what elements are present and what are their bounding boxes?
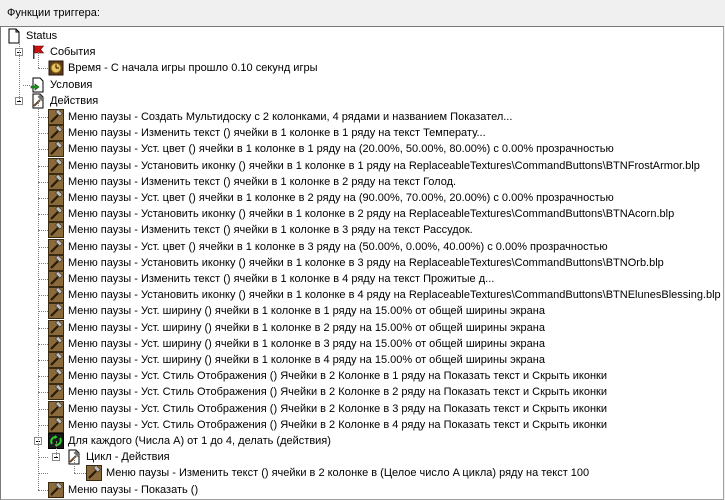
tree-node-action-show[interactable] <box>1 482 721 498</box>
tree-node-loop-label: Для каждого (Числа A) от 1 до 4, делать (действия) <box>68 435 331 447</box>
tree-node-action[interactable] <box>1 174 721 190</box>
hammer-icon <box>48 141 64 157</box>
tree-node-action[interactable] <box>1 255 721 271</box>
tree-node-action[interactable] <box>1 190 721 206</box>
tree-node-action[interactable] <box>1 239 721 255</box>
tree-node-action-label: Меню паузы - Уст. ширину () ячейки в 1 колонке в 1 ряду на 15.00% от общей ширины экрана <box>68 305 545 317</box>
tree-line <box>38 247 48 248</box>
tree-line <box>38 360 48 361</box>
tree-root-status[interactable] <box>1 28 721 44</box>
tree-node-action-label: Меню паузы - Уст. ширину () ячейки в 1 колонке в 2 ряду на 15.00% от общей ширины экрана <box>68 322 545 334</box>
tree-node-actions-label: Действия <box>50 95 99 107</box>
tree-node-action-label: Меню паузы - Уст. ширину () ячейки в 1 колонке в 3 ряду на 15.00% от общей ширины экрана <box>68 338 545 350</box>
tree-line <box>38 376 48 377</box>
tree-node-action[interactable] <box>1 303 721 319</box>
tree-node-action-label: Меню паузы - Уст. ширину () ячейки в 1 колонке в 4 ряду на 15.00% от общей ширины экрана <box>68 354 545 366</box>
tree-node-action[interactable] <box>1 287 721 303</box>
tree-node-actions[interactable] <box>1 93 721 109</box>
tree-node-conditions[interactable] <box>1 77 721 93</box>
tree-node-action-label: Меню паузы - Уст. цвет () ячейки в 1 колонке в 2 ряду на (90.00%, 70.00%, 20.00%) с 0.00% прозрачностью <box>68 192 614 204</box>
tree-node-action[interactable] <box>1 158 721 174</box>
tree-line <box>38 344 48 345</box>
tree-node-action-label: Меню паузы - Установить иконку () ячейки в 1 колонке в 4 ряду на ReplaceableTextures\CommandButtons\BTNElunesBlessing.blp <box>68 289 721 301</box>
tree-line <box>38 279 48 280</box>
hammer-icon <box>86 465 102 481</box>
tree-node-action-label: Меню паузы - Изменить текст () ячейки в 1 колонке в 2 ряду на текст Голод. <box>68 176 457 188</box>
tree-line <box>38 392 48 393</box>
tree-line <box>38 328 48 329</box>
hammer-icon <box>48 239 64 255</box>
tree-line <box>56 441 57 457</box>
tree-root-status-label: Status <box>26 30 58 42</box>
tree-line <box>38 425 48 426</box>
tree-line <box>38 409 48 410</box>
tree-line <box>23 85 30 86</box>
tree-node-action[interactable] <box>1 271 721 287</box>
tree-line <box>38 214 48 215</box>
tree-node-action[interactable] <box>1 320 721 336</box>
tree-node-loop-actions[interactable] <box>1 449 721 465</box>
hammer-icon <box>48 352 64 368</box>
tree-line <box>38 457 48 458</box>
hammer-icon <box>48 320 64 336</box>
tree-node-action-label: Меню паузы - Установить иконку () ячейки в 1 колонке в 2 ряду на ReplaceableTextures\CommandButtons\BTNAcorn.blp <box>68 208 675 220</box>
tree-node-loop-action[interactable] <box>1 465 721 481</box>
tree-line <box>38 166 48 167</box>
hammer-icon <box>48 303 64 319</box>
hammer-icon <box>48 255 64 271</box>
hammer-icon <box>48 125 64 141</box>
tree-line <box>38 133 48 134</box>
trigger-functions-tree[interactable] <box>0 26 724 500</box>
hammer-icon <box>48 401 64 417</box>
tree-node-action[interactable] <box>1 417 721 433</box>
tree-node-action[interactable] <box>1 222 721 238</box>
tree-node-conditions-label: Условия <box>50 79 93 91</box>
tree-line <box>74 473 86 474</box>
tree-line <box>38 149 48 150</box>
tree-node-action-label: Меню паузы - Установить иконку () ячейки в 1 колонке в 1 ряду на ReplaceableTextures\CommandButtons\BTNFrostArmor.blp <box>68 160 700 172</box>
tree-line <box>38 198 48 199</box>
hammer-icon <box>48 287 64 303</box>
tree-node-event-time-label: Время - С начала игры прошло 0.10 секунд игры <box>68 62 318 74</box>
hammer-icon <box>48 417 64 433</box>
hammer-icon <box>48 158 64 174</box>
hammer-icon <box>48 384 64 400</box>
tree-node-events-label: События <box>50 46 96 58</box>
tree-line <box>38 490 48 491</box>
hammer-icon <box>48 190 64 206</box>
hammer-icon <box>48 368 64 384</box>
tree-node-event-time[interactable] <box>1 60 721 76</box>
tree-line <box>38 182 48 183</box>
tree-node-action[interactable] <box>1 125 721 141</box>
tree-line <box>38 52 39 68</box>
hammer-icon <box>48 482 64 498</box>
tree-line <box>38 117 48 118</box>
tree-line <box>74 457 75 473</box>
tree-node-action[interactable] <box>1 368 721 384</box>
tree-node-action-label: Меню паузы - Уст. Стиль Отображения () Ячейки в 2 Колонке в 1 ряду на Показать текст и Скрыть иконки <box>68 370 608 382</box>
hammer-icon <box>48 174 64 190</box>
tree-line <box>38 295 48 296</box>
tree-node-action-label: Меню паузы - Уст. цвет () ячейки в 1 колонке в 3 ряду на (50.00%, 0.00%, 40.00%) с 0.00% прозрачностью <box>68 241 608 253</box>
hammer-icon <box>48 109 64 125</box>
tree-line <box>38 230 48 231</box>
tree-node-loop[interactable] <box>1 433 721 449</box>
tree-node-action[interactable] <box>1 401 721 417</box>
tree-node-loop-actions-label: Цикл - Действия <box>86 451 170 463</box>
tree-node-action-label: Меню паузы - Создать Мультидоску с 2 колонками, 4 рядами и названием Показател... <box>68 111 513 123</box>
tree-node-action[interactable] <box>1 336 721 352</box>
tree-node-action-label: Меню паузы - Изменить текст () ячейки в 1 колонке в 1 ряду на текст Температу... <box>68 127 486 139</box>
tree-node-action[interactable] <box>1 352 721 368</box>
hammer-icon <box>48 222 64 238</box>
tree-node-action-label: Меню паузы - Изменить текст () ячейки в 1 колонке в 4 ряду на текст Прожитые д... <box>68 273 495 285</box>
hammer-icon <box>48 206 64 222</box>
tree-node-action-label: Меню паузы - Уст. цвет () ячейки в 1 колонке в 1 ряду на (20.00%, 50.00%, 80.00%) с 0.00% прозрачностью <box>68 143 614 155</box>
hammer-icon <box>48 336 64 352</box>
tree-line <box>38 473 48 474</box>
tree-node-action-label: Меню паузы - Изменить текст () ячейки в 1 колонке в 3 ряду на текст Рассудок. <box>68 224 473 236</box>
tree-line <box>38 263 48 264</box>
tree-line <box>38 311 48 312</box>
tree-node-loop-action-label: Меню паузы - Изменить текст () ячейки в 2 колонке в (Целое число A цикла) ряду на текст 100 <box>106 467 590 479</box>
tree-node-action-show-label: Меню паузы - Показать () <box>68 484 199 496</box>
tree-node-action[interactable] <box>1 141 721 157</box>
tree-line <box>19 36 20 101</box>
tree-node-action-label: Меню паузы - Уст. Стиль Отображения () Ячейки в 2 Колонке в 4 ряду на Показать текст и Скрыть иконки <box>68 419 608 431</box>
tree-line <box>38 68 48 69</box>
tree-node-action[interactable] <box>1 109 721 125</box>
panel-title: Функции триггера: <box>7 7 100 19</box>
tree-node-events[interactable] <box>1 44 721 60</box>
tree-node-action-label: Меню паузы - Уст. Стиль Отображения () Ячейки в 2 Колонке в 3 ряду на Показать текст и Скрыть иконки <box>68 403 608 415</box>
tree-content <box>1 27 723 499</box>
tree-node-action[interactable] <box>1 206 721 222</box>
tree-node-action[interactable] <box>1 384 721 400</box>
tree-node-action-label: Меню паузы - Уст. Стиль Отображения () Ячейки в 2 Колонке в 2 ряду на Показать текст и Скрыть иконки <box>68 386 608 398</box>
condition-icon <box>30 77 46 93</box>
clock-icon <box>48 60 64 76</box>
hammer-icon <box>48 271 64 287</box>
tree-node-action-label: Меню паузы - Установить иконку () ячейки в 1 колонке в 3 ряду на ReplaceableTextures\CommandButtons\BTNOrb.blp <box>68 257 664 269</box>
